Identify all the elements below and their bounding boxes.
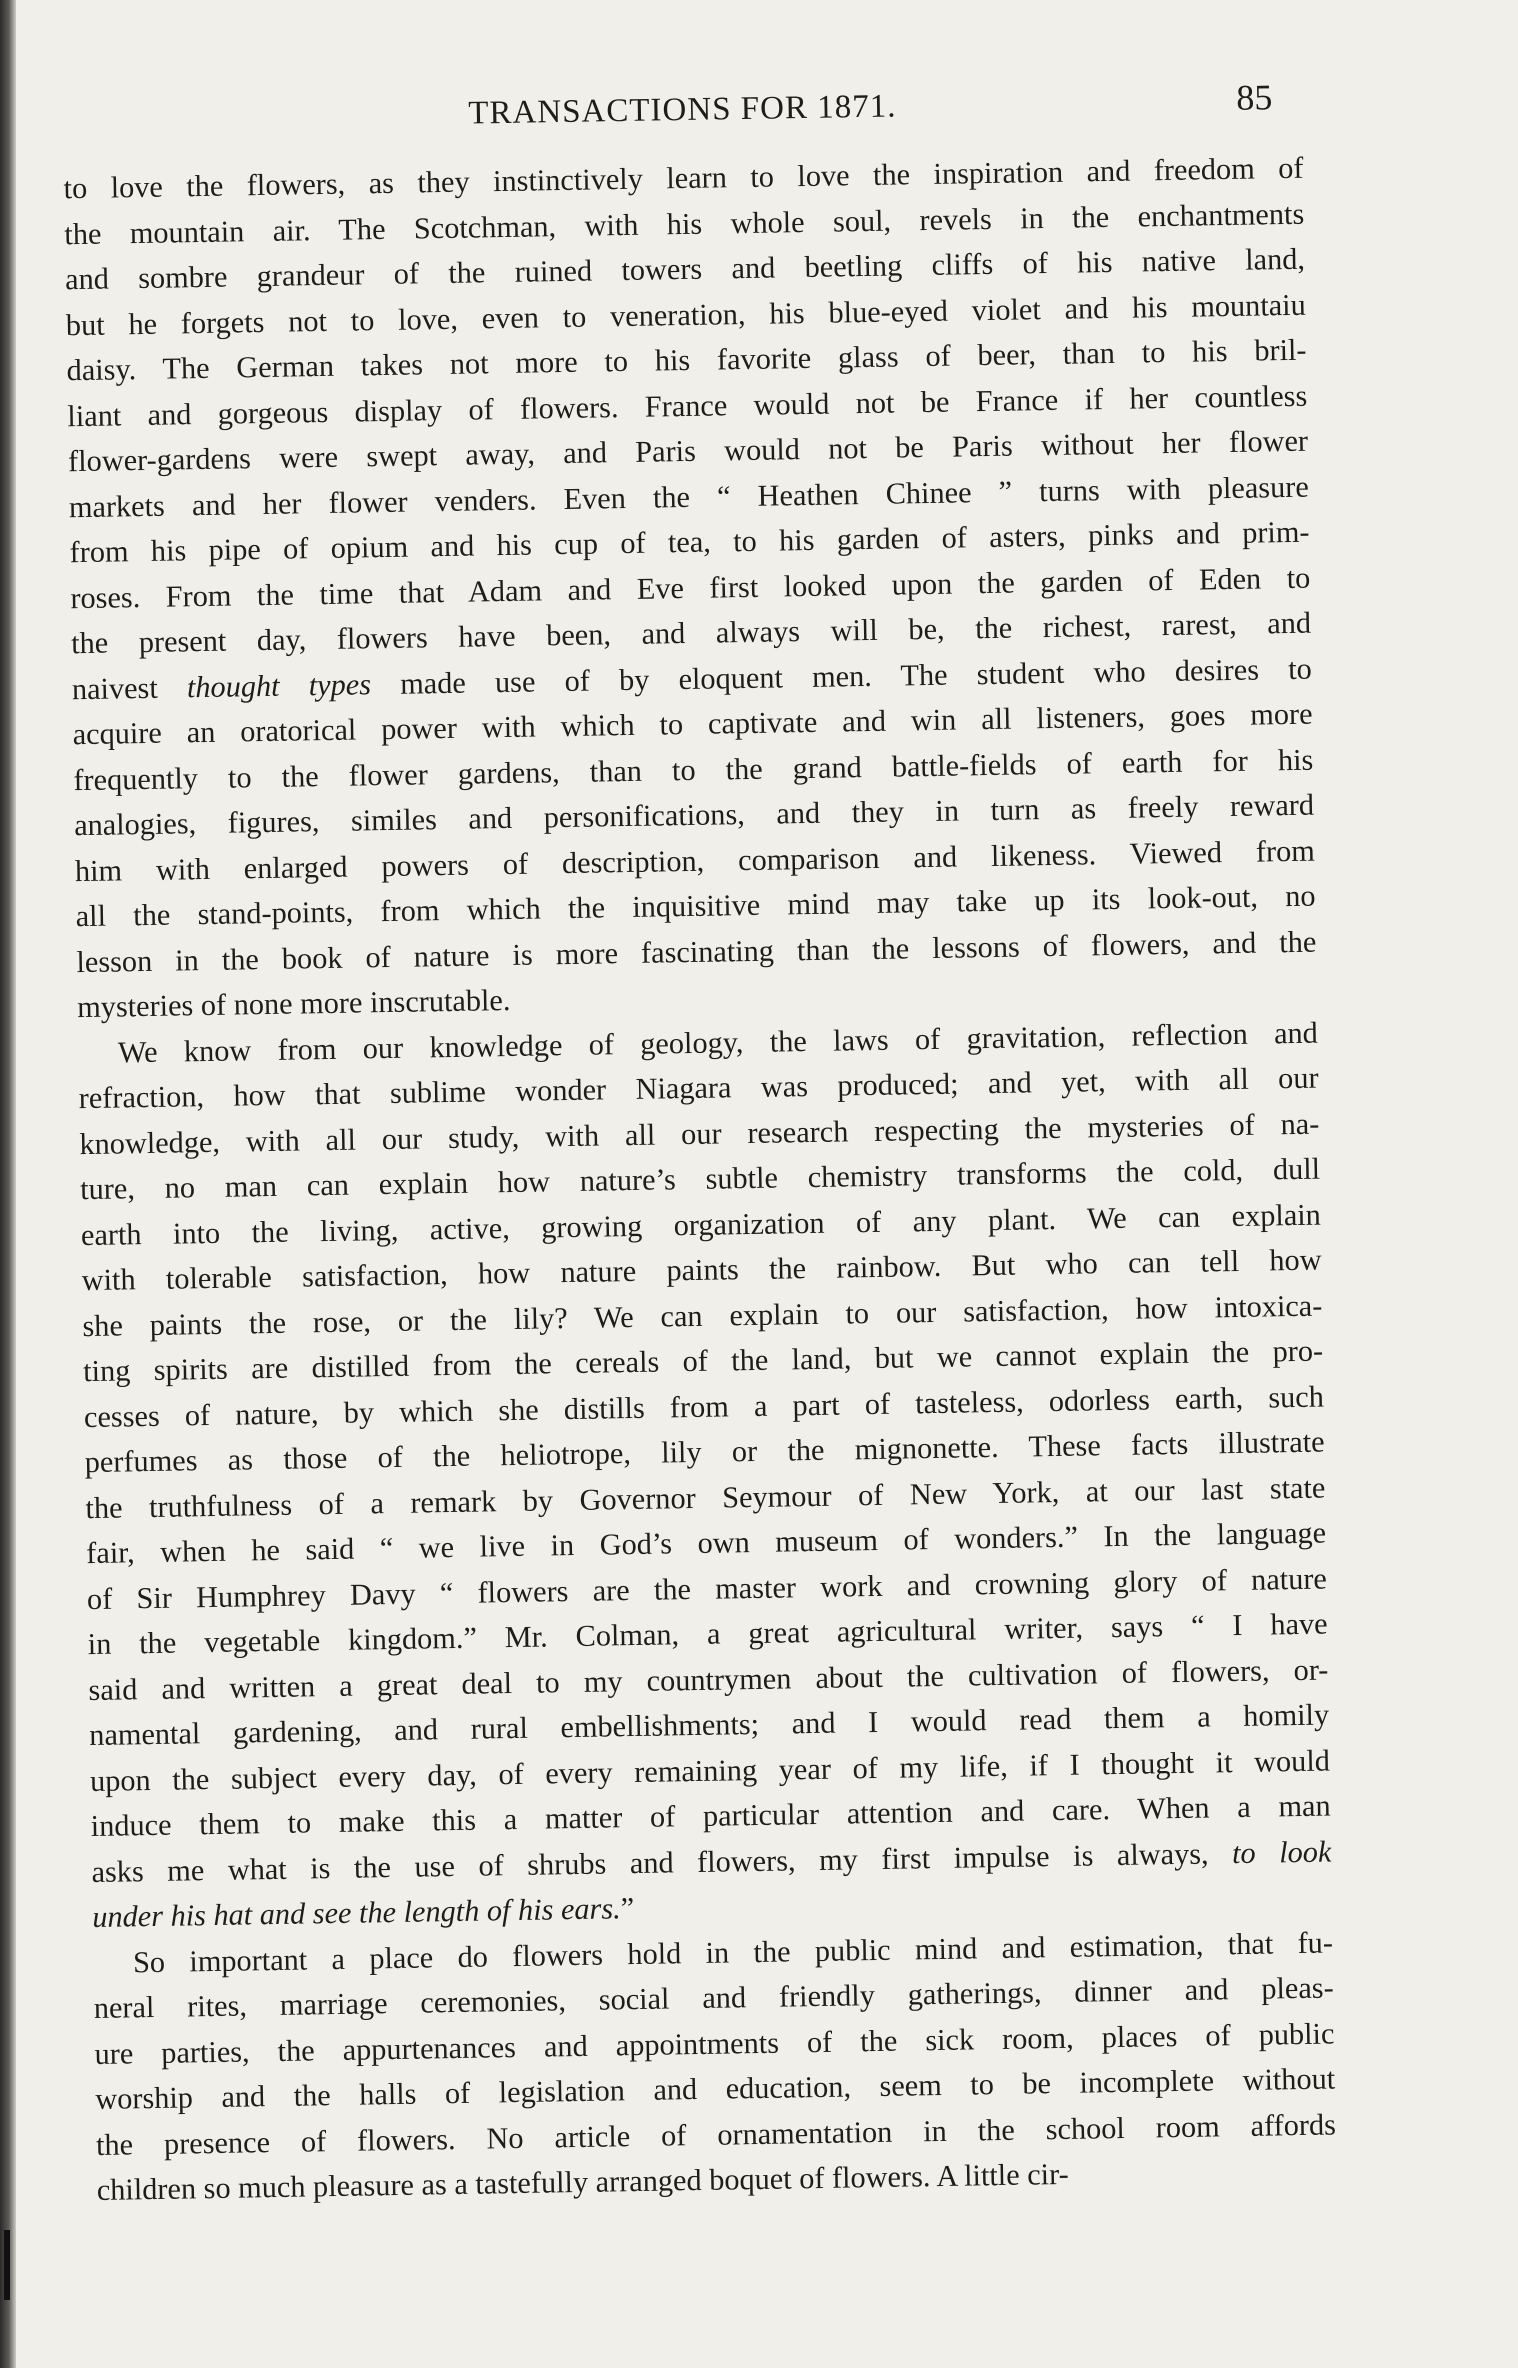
text-segment: acquire an oratorical power with which to captivate and win all listeners, goes more (72, 696, 1313, 752)
text-segment: of Sir Humphrey Davy “ flowers are the master work and crowning glory of nature (86, 1561, 1328, 1616)
text-segment: the present day, flowers have been, and always will be, the richest, rarest, and (70, 605, 1312, 661)
text-segment: made use of by eloquent men. The student who desires to (370, 651, 1313, 701)
italic-text: to look (1231, 1833, 1332, 1870)
text-segment: asks me what is the use of shrubs and flowers, my first impulse is always, (91, 1835, 1233, 1889)
text-segment: So important a place do flowers hold in the public mind and estimation, that fu- (132, 1924, 1334, 1979)
text-segment: perfumes as those of the heliotrope, lily or the mignonette. These facts illustrate (84, 1424, 1325, 1480)
page-header (62, 76, 1303, 157)
text-segment: neral rites, marriage ceremonies, social and friendly gatherings, dinner and pleas- (93, 1970, 1334, 2026)
body-text (63, 146, 1337, 2214)
text-segment: daisy. The German takes not more to his favorite glass of beer, than to his bril- (66, 332, 1307, 388)
text-segment: worship and the halls of legislation and education, seem to be incomplete without (95, 2061, 1336, 2117)
page-number: 85 (1235, 77, 1273, 118)
text-segment: knowledge, with all our study, with all our research respecting the mysteries of na- (79, 1106, 1320, 1161)
running-head: TRANSACTIONS FOR 1871. (468, 88, 897, 132)
text-segment: said and written a great deal to my countrymen about the cultivation of flowers, or- (88, 1652, 1329, 1707)
text-segment: in the vegetable kingdom.” Mr. Colman, a great agricultural writer, says “ I have (87, 1606, 1328, 1662)
text-segment: frequently to the flower gardens, than to the grand battle-fields of earth for his (73, 742, 1314, 797)
text-segment: cesses of nature, by which she distills from a part of tasteless, odorless earth, such (83, 1379, 1325, 1434)
text-segment: earth into the living, active, growing organization of any plant. We can explain (80, 1197, 1322, 1252)
text-segment: flower-gardens were swept away, and Paris would not be Paris without her flower (67, 423, 1309, 479)
text-segment: upon the subject every day, of every remaining year of my life, if I thought it would (89, 1742, 1331, 1798)
text-segment: all the stand-points, from which the inquisitive mind may take up its look-out, no (75, 878, 1316, 934)
text-segment: ting spirits are distilled from the cereals of the land, but we cannot explain the pro- (82, 1333, 1324, 1389)
text-segment: roses. From the time that Adam and Eve first looked upon the garden of Eden to (70, 560, 1311, 615)
text-segment: refraction, how that sublime wonder Niagara was produced; and yet, with all our (78, 1060, 1319, 1116)
text-segment: mysteries of none more inscrutable. (76, 982, 511, 1025)
text-segment: fair, when he said “ we live in God’s own museum of wonders.” In the language (85, 1515, 1327, 1571)
text-segment: naivest (71, 669, 188, 706)
text-segment: the mountain air. The Scotchman, with his whole soul, revels in the enchantments (64, 196, 1305, 251)
page (62, 76, 1339, 2316)
text-segment: ” (620, 1891, 635, 1926)
text-segment: We know from our knowledge of geology, the laws of gravitation, reflection and (117, 1015, 1319, 1069)
text-segment: markets and her flower venders. Even the “ Heathen Chinee ” turns with pleasure (68, 469, 1310, 524)
text-segment: him with enlarged powers of description, comparison and likeness. Viewed from (74, 833, 1316, 888)
text-segment: the presence of flowers. No article of ornamentation in the school room affords (95, 2106, 1337, 2162)
text-segment: with tolerable satisfaction, how nature paints the rainbow. But who can tell how (81, 1242, 1322, 1298)
text-segment: lesson in the book of nature is more fascinating than the lessons of flowers, and the (76, 924, 1317, 979)
binding-mark (4, 2230, 10, 2300)
book-spine-shadow (0, 0, 16, 2368)
text-segment: namental gardening, and rural embellishments; and I would read them a homily (88, 1697, 1330, 1753)
text-segment: and sombre grandeur of the ruined towers and beetling cliffs of his native land, (64, 241, 1306, 297)
text-segment: liant and gorgeous display of flowers. France would not be France if her countless (67, 378, 1308, 433)
italic-text: thought types (186, 666, 372, 704)
text-segment: she paints the rose, or the lily? We can explain to our satisfaction, how intoxica- (82, 1288, 1323, 1343)
text-segment: children so much pleasure as a tastefully arranged boquet of flowers. A little cir- (96, 2156, 1069, 2207)
text-segment: but he forgets not to love, even to veneration, his blue-eyed violet and his mountaiu (65, 287, 1306, 342)
italic-text: under his hat and see the length of his ears. (91, 1891, 621, 1935)
text-segment: from his pipe of opium and his cup of tea, to his garden of asters, pinks and prim- (69, 514, 1310, 570)
text-segment: induce them to make this a matter of particular attention and care. When a man (90, 1788, 1331, 1844)
text-segment: ure parties, the appurtenances and appointments of the sick room, places of public (94, 2015, 1335, 2071)
text-segment: analogies, figures, similes and personifications, and they in turn as freely reward (73, 787, 1315, 843)
text-segment: to love the flowers, as they instinctively learn to love the inspiration and freedom of (63, 150, 1304, 206)
text-segment: the truthfulness of a remark by Governor Seymour of New York, at our last state (85, 1470, 1326, 1525)
text-segment: ture, no man can explain how nature’s subtle chemistry transforms the cold, dull (79, 1151, 1321, 1207)
